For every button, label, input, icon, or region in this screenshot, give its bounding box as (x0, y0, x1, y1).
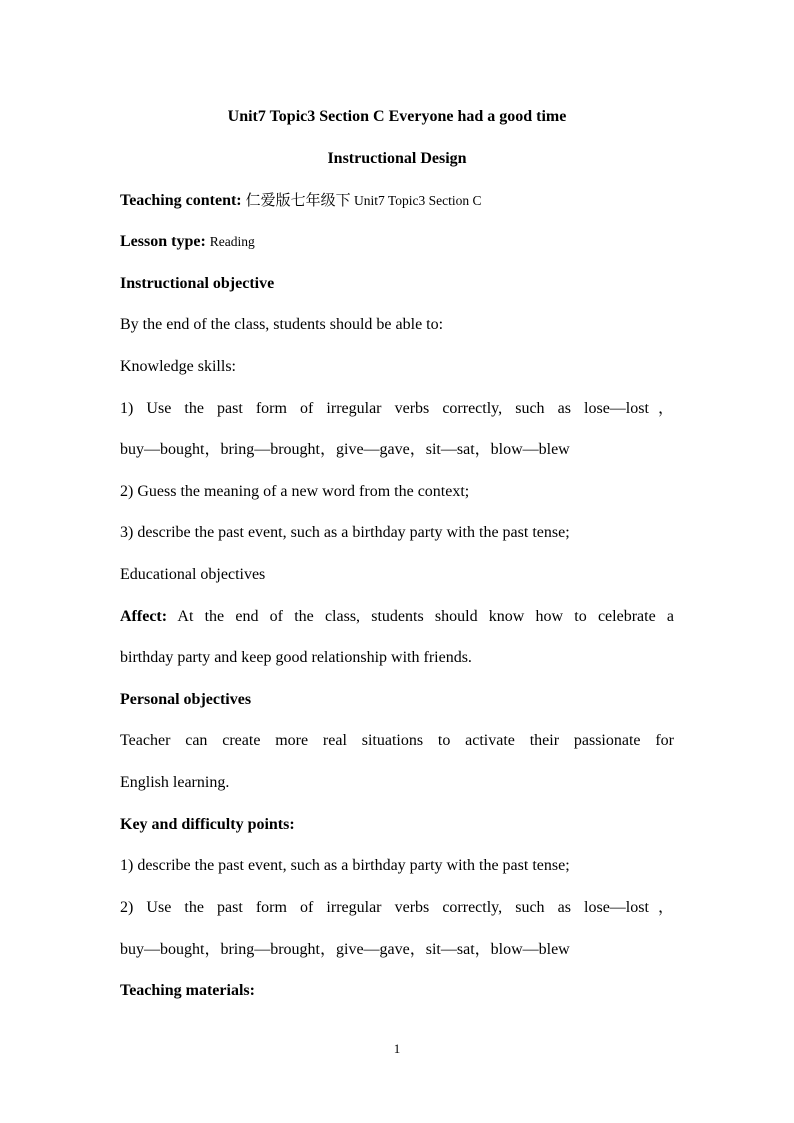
affect-text-1: At the end of the class, students should know how to celebrate a (167, 608, 674, 625)
teaching-content-line (120, 190, 674, 211)
document-subtitle: Instructional Design (327, 150, 467, 167)
personal-objectives-line-2: English learning. (120, 774, 230, 791)
document-title: Unit7 Topic3 Section C Everyone had a good time (227, 108, 567, 125)
key-points-heading: Key and difficulty points: (120, 816, 295, 833)
lesson-type-value: Reading (209, 234, 255, 249)
affect-line-1 (120, 607, 674, 627)
personal-objectives-line-1: Teacher can create more real situations to activate their passionate for (120, 732, 674, 749)
teaching-content-en: Unit7 Topic3 Section C (350, 193, 482, 208)
key-point-1: 1) describe the past event, such as a birthday party with the past tense; (120, 857, 570, 874)
affect-line-2: birthday party and keep good relationship with friends. (120, 649, 472, 666)
objective-intro: By the end of the class, students should be able to: (120, 316, 444, 333)
educational-objectives-heading: Educational objectives (120, 566, 266, 583)
knowledge-item-3: 3) describe the past event, such as a birthday party with the past tense; (120, 524, 570, 541)
teaching-content-label: Teaching content: (120, 192, 242, 209)
key-point-2-line-2: buy—bought，bring—brought，give—gave，sit—sat，blow—blew (120, 941, 570, 958)
knowledge-item-1-line-2: buy—bought，bring—brought，give—gave，sit—sat，blow—blew (120, 441, 570, 458)
personal-objectives-heading: Personal objectives (120, 691, 252, 708)
affect-label: Affect: (120, 608, 168, 625)
knowledge-skills-heading: Knowledge skills: (120, 358, 236, 375)
teaching-content-cn: 仁爱版七年级下 (245, 191, 351, 209)
knowledge-item-2: 2) Guess the meaning of a new word from the context; (120, 483, 470, 500)
page-number: 1 (393, 1041, 401, 1056)
lesson-type-label: Lesson type: (120, 233, 206, 250)
teaching-materials-heading: Teaching materials: (120, 982, 255, 999)
knowledge-item-1-line-1: 1) Use the past form of irregular verbs correctly, such as lose—lost， (120, 400, 674, 417)
lesson-type-line (120, 232, 674, 252)
key-point-2-line-1: 2) Use the past form of irregular verbs correctly, such as lose—lost， (120, 899, 674, 916)
instructional-objective-heading: Instructional objective (120, 275, 275, 292)
